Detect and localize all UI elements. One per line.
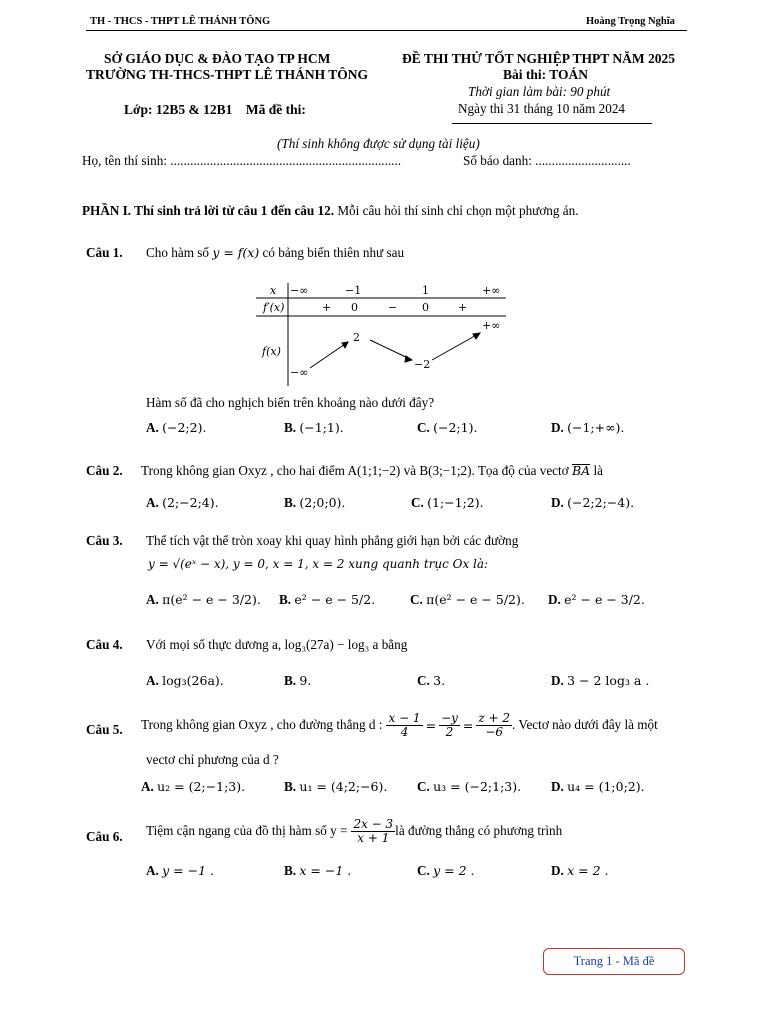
vt-x-3: +∞ bbox=[482, 284, 501, 297]
exam-note: (Thí sinh không được sử dụng tài liệu) bbox=[277, 136, 480, 151]
option-text: π(e² − e − 5/2). bbox=[426, 592, 525, 607]
part1-label: PHẦN I. Thí sinh trả lời từ câu 1 đến câu 12. bbox=[82, 203, 335, 218]
question-3-stem: Thể tích vật thể tròn xoay khi quay hình phẳng giới hạn bởi các đường bbox=[146, 533, 519, 548]
school-name: TRƯỜNG TH-THCS-THPT LÊ THÁNH TÔNG bbox=[86, 67, 369, 82]
question-5-stem bbox=[141, 712, 658, 738]
q2-tail: là bbox=[590, 463, 604, 478]
q6-text-a: Tiệm cận ngang của đồ thị hàm số y = bbox=[146, 823, 348, 839]
page-footer: Trang 1 - Mã đề bbox=[543, 948, 685, 975]
vt-f-0: −∞ bbox=[290, 366, 309, 379]
candidate-id-field: Số báo danh: ............................. bbox=[463, 153, 631, 168]
q5-text-b: . Vectơ nào dưới đây là một bbox=[512, 717, 658, 733]
exam-title: ĐỀ THI THỬ TỐT NGHIỆP THPT NĂM 2025 bbox=[402, 51, 675, 66]
option-text: (−1;+∞). bbox=[567, 420, 625, 435]
vt-f-2: −2 bbox=[414, 358, 431, 371]
option-letter: D. bbox=[551, 673, 564, 688]
q3-option-a[interactable] bbox=[146, 592, 261, 608]
question-2-stem bbox=[141, 463, 603, 479]
question-6-stem bbox=[146, 818, 562, 844]
q3-option-c[interactable] bbox=[410, 592, 525, 608]
exam-subject: Bài thi: TOÁN bbox=[503, 67, 589, 82]
option-letter: B. bbox=[284, 863, 297, 878]
question-2-label: Câu 2. bbox=[86, 463, 123, 478]
option-letter: B. bbox=[279, 592, 292, 607]
option-letter: A. bbox=[146, 863, 159, 878]
option-letter: C. bbox=[417, 673, 430, 688]
vt-f-3: +∞ bbox=[482, 319, 501, 332]
q1-text-b: có bảng biến thiên như sau bbox=[259, 245, 405, 260]
option-text: 3. bbox=[433, 673, 446, 688]
option-letter: A. bbox=[146, 673, 159, 688]
option-text: y = 2 . bbox=[433, 863, 475, 878]
option-text: (1;−1;2). bbox=[427, 495, 484, 510]
q2-vector: BA bbox=[571, 463, 591, 478]
vt-sign-2: − bbox=[388, 301, 398, 314]
vt-x-2: 1 bbox=[422, 284, 429, 297]
q6-option-b[interactable] bbox=[284, 863, 351, 879]
option-text: u₁ = (4;2;−6). bbox=[299, 779, 388, 794]
option-text: e² − e − 5/2. bbox=[294, 592, 376, 607]
option-text: (2;0;0). bbox=[299, 495, 346, 510]
vt-x-0: −∞ bbox=[290, 284, 309, 297]
vt-x-1: −1 bbox=[345, 284, 362, 297]
part1-instruction: Mỗi câu hỏi thí sinh chỉ chọn một phương án. bbox=[334, 203, 579, 218]
vt-sign-0: + bbox=[322, 301, 332, 314]
question-5-label: Câu 5. bbox=[86, 722, 123, 737]
q5-option-d[interactable] bbox=[551, 779, 645, 795]
question-1-stem bbox=[146, 245, 404, 261]
option-text: 3 − 2 log₃ a . bbox=[567, 673, 650, 688]
option-text: e² − e − 3/2. bbox=[564, 592, 645, 607]
vt-arrow-up-1 bbox=[310, 342, 348, 368]
option-letter: A. bbox=[146, 592, 159, 607]
q4-option-d[interactable] bbox=[551, 673, 649, 689]
option-text: (−2;2). bbox=[162, 420, 207, 435]
exam-date: Ngày thi 31 tháng 10 năm 2024 bbox=[458, 101, 626, 116]
department: SỞ GIÁO DỤC & ĐÀO TẠO TP HCM bbox=[104, 51, 331, 66]
q1-text-a: Cho hàm số bbox=[146, 245, 213, 260]
vt-f-label: f(x) bbox=[262, 345, 281, 358]
option-text: x = −1 . bbox=[299, 863, 352, 878]
option-letter: A. bbox=[146, 495, 159, 510]
option-letter: C. bbox=[417, 779, 430, 794]
question-6-label: Câu 6. bbox=[86, 829, 123, 844]
q4-option-c[interactable] bbox=[417, 673, 445, 689]
question-1-text: Hàm số đã cho nghịch biến trên khoảng nào dưới đây? bbox=[146, 395, 435, 410]
option-text: u₄ = (1;0;2). bbox=[567, 779, 645, 794]
option-letter: D. bbox=[548, 592, 561, 607]
question-3-label: Câu 3. bbox=[86, 533, 123, 548]
vt-sign-4: + bbox=[458, 301, 468, 314]
q5-eq-1: = bbox=[425, 717, 437, 733]
q4-option-a[interactable] bbox=[146, 673, 224, 689]
option-text: (−2;1). bbox=[433, 420, 478, 435]
option-letter: B. bbox=[284, 673, 297, 688]
q2-option-d[interactable] bbox=[551, 495, 634, 511]
q1-option-a[interactable] bbox=[146, 420, 206, 436]
q2-option-c[interactable] bbox=[411, 495, 484, 511]
question-5-line2: vectơ chỉ phương của d ? bbox=[146, 752, 279, 767]
option-letter: C. bbox=[417, 863, 430, 878]
option-text: (−2;2;−4). bbox=[567, 495, 635, 510]
q5-frac-y: $\frac{-y}{2}$ bbox=[441, 711, 458, 739]
vt-x-label: x bbox=[270, 284, 277, 297]
option-letter: A. bbox=[141, 779, 154, 794]
header-school: TH - THCS - THPT LÊ THÁNH TÔNG bbox=[90, 16, 271, 27]
option-letter: D. bbox=[551, 420, 564, 435]
q5-frac-x: $\frac{x - 1}{4}$ bbox=[388, 711, 421, 739]
q6-text-b: là đường thẳng có phương trình bbox=[395, 823, 563, 839]
option-letter: D. bbox=[551, 863, 564, 878]
option-letter: C. bbox=[417, 420, 430, 435]
question-4-stem: Với mọi số thực dương a, log₃(27a) − log₃ a bằng bbox=[146, 637, 408, 652]
option-letter: C. bbox=[411, 495, 424, 510]
question-1-label: Câu 1. bbox=[86, 245, 123, 260]
question-4-label: Câu 4. bbox=[86, 637, 123, 652]
option-letter: A. bbox=[146, 420, 159, 435]
option-letter: B. bbox=[284, 420, 297, 435]
vt-sign-1: 0 bbox=[351, 301, 358, 314]
variation-table bbox=[256, 278, 516, 388]
q6-option-a[interactable] bbox=[146, 863, 214, 879]
q5-text-a: Trong không gian Oxyz , cho đường thẳng d : bbox=[141, 717, 383, 733]
option-letter: B. bbox=[284, 495, 297, 510]
q6-fraction: $\frac{2x - 3}{x + 1}$ bbox=[353, 817, 394, 845]
class-info: Lớp: 12B5 & 12B1 Mã đề thi: bbox=[124, 102, 306, 117]
vt-f-1: 2 bbox=[353, 331, 360, 344]
q1-math: y = f(x) bbox=[212, 245, 260, 260]
option-text: π(e² − e − 3/2). bbox=[162, 592, 261, 607]
q5-frac-z: $\frac{z + 2}{-6}$ bbox=[478, 711, 511, 739]
q5-option-b[interactable] bbox=[284, 779, 387, 795]
q3-option-d[interactable] bbox=[548, 592, 645, 608]
vt-arrow-up-2 bbox=[432, 333, 480, 360]
q2-option-b[interactable] bbox=[284, 495, 345, 511]
option-letter: B. bbox=[284, 779, 297, 794]
q1-option-c[interactable] bbox=[417, 420, 477, 436]
option-letter: D. bbox=[551, 779, 564, 794]
q6-option-c[interactable] bbox=[417, 863, 475, 879]
option-text: (2;−2;4). bbox=[162, 495, 219, 510]
q2-text: Trong không gian Oxyz , cho hai điểm A(1;1;−2) và B(3;−1;2). Tọa độ của vectơ bbox=[141, 463, 569, 478]
q5-option-c[interactable] bbox=[417, 779, 521, 795]
q1-option-d[interactable] bbox=[551, 420, 624, 436]
q4-option-b[interactable] bbox=[284, 673, 311, 689]
q5-option-a[interactable] bbox=[141, 779, 245, 795]
option-text: 9. bbox=[299, 673, 312, 688]
header-author: Hoàng Trọng Nghĩa bbox=[586, 16, 675, 27]
q6-option-d[interactable] bbox=[551, 863, 609, 879]
option-text: u₃ = (−2;1;3). bbox=[433, 779, 522, 794]
vt-sign-3: 0 bbox=[422, 301, 429, 314]
option-letter: D. bbox=[551, 495, 564, 510]
option-text: log₃(26a). bbox=[162, 673, 224, 688]
part1-heading bbox=[82, 203, 579, 219]
option-text: y = −1 . bbox=[162, 863, 214, 878]
option-text: (−1;1). bbox=[299, 420, 344, 435]
date-underline bbox=[452, 123, 652, 124]
option-text: u₂ = (2;−1;3). bbox=[157, 779, 246, 794]
q3-option-b[interactable] bbox=[279, 592, 375, 608]
option-letter: C. bbox=[410, 592, 423, 607]
option-text: x = 2 . bbox=[567, 863, 609, 878]
q1-option-b[interactable] bbox=[284, 420, 344, 436]
q5-eq-2: = bbox=[462, 717, 474, 733]
vt-fp-label: f′(x) bbox=[263, 301, 285, 314]
q2-option-a[interactable] bbox=[146, 495, 219, 511]
candidate-name-field: Họ, tên thí sinh: ...................................................................... bbox=[82, 153, 402, 168]
exam-duration: Thời gian làm bài: 90 phút bbox=[468, 84, 611, 99]
question-3-curves: y = √(eˣ − x), y = 0, x = 1, x = 2 xung quanh trục Ox là: bbox=[148, 557, 489, 571]
header-divider bbox=[86, 30, 687, 31]
